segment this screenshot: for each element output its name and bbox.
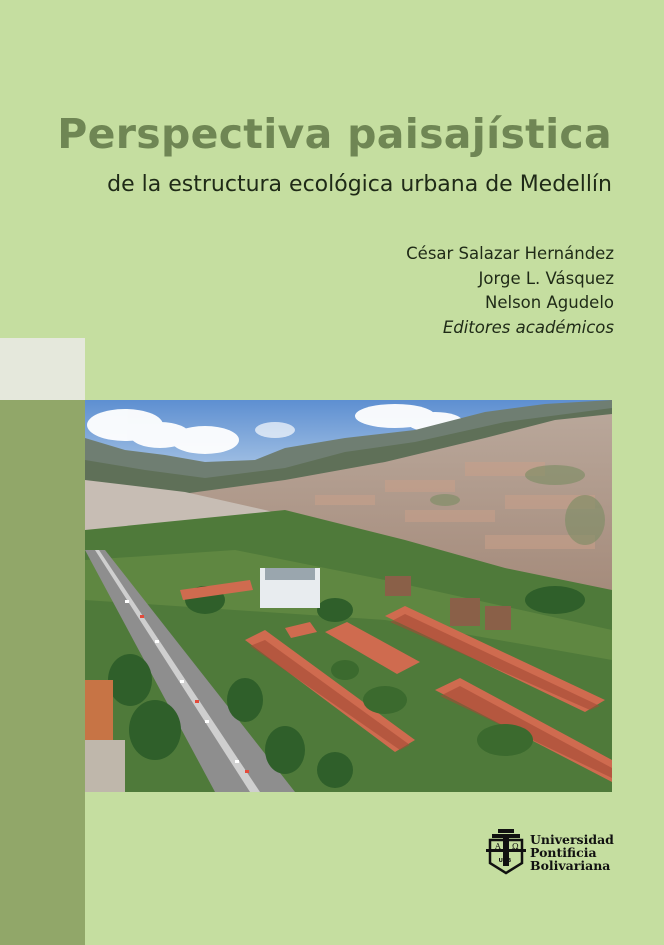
spine-accent-light bbox=[0, 338, 85, 400]
editors-role: Editores académicos bbox=[442, 317, 614, 337]
emblem-letter-alpha: A bbox=[495, 842, 501, 851]
emblem-letter-omega: Ω bbox=[512, 842, 519, 851]
publisher-name-line: Universidad bbox=[530, 831, 614, 847]
editor-name: César Salazar Hernández bbox=[406, 244, 614, 263]
book-title: Perspectiva paisajística bbox=[57, 110, 612, 158]
emblem-letters-upb: UPB bbox=[498, 858, 512, 864]
university-emblem-icon bbox=[486, 829, 526, 875]
editor-name: Nelson Agudelo bbox=[485, 293, 614, 312]
publisher-name bbox=[530, 833, 614, 872]
editors-block bbox=[0, 242, 614, 340]
publisher-name-line: Bolivariana bbox=[530, 857, 611, 873]
publisher-logo bbox=[486, 829, 614, 875]
spine-accent-dark bbox=[0, 400, 85, 945]
editor-name: Jorge L. Vásquez bbox=[478, 268, 614, 288]
publisher-name-line: Pontificia bbox=[530, 844, 597, 860]
aerial-city-photo bbox=[85, 400, 612, 792]
book-subtitle: de la estructura ecológica urbana de Medellín bbox=[107, 172, 612, 197]
